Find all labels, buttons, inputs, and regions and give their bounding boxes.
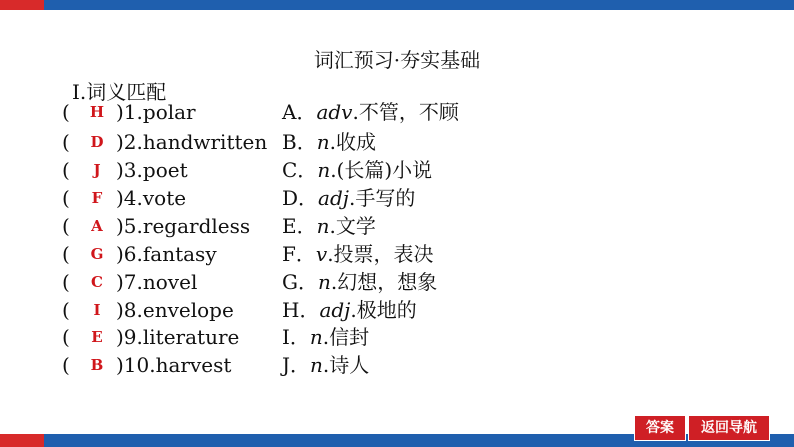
- meaning: .收成: [329, 130, 376, 154]
- part-of-speech: adv: [316, 100, 353, 124]
- meaning: .不管，不顾: [352, 100, 459, 124]
- part-of-speech: adj: [318, 186, 349, 210]
- section-title: Ⅰ.词义匹配: [72, 80, 167, 104]
- answer-letter: B: [90, 356, 104, 374]
- page-title: 词汇预习·夯实基础: [313, 48, 481, 72]
- part-of-speech: v: [315, 242, 328, 266]
- option-letter: I．: [282, 325, 310, 349]
- definition: [282, 353, 369, 377]
- top-bar-accent: [0, 0, 44, 10]
- definition: [282, 214, 376, 238]
- part-of-speech: n: [316, 130, 330, 154]
- open-paren: (: [62, 270, 70, 294]
- back-to-navigation-button[interactable]: 返回导航: [688, 415, 770, 441]
- part-of-speech: n: [310, 353, 323, 377]
- english-word: )3.poet: [116, 158, 188, 182]
- meaning: .诗人: [322, 353, 370, 377]
- answer-letter: J: [93, 161, 101, 179]
- meaning: .幻想，想象: [330, 270, 438, 294]
- answer-button[interactable]: 答案: [634, 415, 686, 441]
- open-paren: (: [62, 186, 70, 210]
- open-paren: (: [62, 325, 70, 349]
- answer-letter: G: [90, 245, 104, 263]
- option-letter: D．: [282, 186, 319, 210]
- open-paren: (: [62, 158, 70, 182]
- top-bar: [0, 0, 794, 10]
- english-word: )8.envelope: [116, 298, 234, 322]
- english-word: )9.literature: [116, 325, 240, 349]
- open-paren: (: [62, 130, 70, 154]
- english-word: )10.harvest: [116, 353, 232, 377]
- part-of-speech: n: [309, 325, 323, 349]
- english-word: )5.regardless: [116, 214, 251, 238]
- option-letter: H．: [282, 298, 320, 322]
- answer-letter: D: [90, 133, 104, 151]
- definition: [282, 186, 415, 210]
- meaning: .文学: [329, 214, 376, 238]
- definition: [282, 325, 369, 349]
- english-word: )2.handwritten: [116, 130, 268, 154]
- answer-letter: A: [91, 217, 103, 235]
- open-paren: (: [62, 100, 70, 124]
- english-word: )1.polar: [116, 100, 196, 124]
- english-word: )6.fantasy: [116, 242, 217, 266]
- open-paren: (: [62, 242, 70, 266]
- option-letter: E．: [282, 214, 317, 238]
- english-word: )4.vote: [116, 186, 187, 210]
- definition: [282, 298, 417, 322]
- bottom-bar-accent: [0, 434, 44, 447]
- answer-letter: E: [91, 328, 103, 346]
- english-word: )7.novel: [116, 270, 198, 294]
- answer-letter: H: [89, 103, 105, 121]
- answer-letter: I: [93, 301, 101, 319]
- part-of-speech: adj: [319, 298, 351, 322]
- option-letter: J．: [282, 353, 311, 377]
- part-of-speech: n: [317, 158, 331, 182]
- open-paren: (: [62, 214, 70, 238]
- definition: [282, 158, 432, 182]
- open-paren: (: [62, 353, 70, 377]
- option-letter: A．: [282, 100, 317, 124]
- definition: [282, 270, 437, 294]
- definition: [282, 100, 459, 124]
- option-letter: C．: [282, 158, 318, 182]
- definition: [282, 242, 434, 266]
- meaning: .极地的: [350, 298, 417, 322]
- open-paren: (: [62, 298, 70, 322]
- option-letter: G．: [282, 270, 318, 294]
- meaning: .(长篇)小说: [330, 158, 433, 182]
- part-of-speech: n: [316, 214, 330, 238]
- part-of-speech: n: [317, 270, 331, 294]
- meaning: .信封: [322, 325, 370, 349]
- definition: [282, 130, 376, 154]
- meaning: .手写的: [348, 186, 416, 210]
- option-letter: F．: [282, 242, 316, 266]
- answer-letter: C: [91, 273, 103, 291]
- answer-letter: F: [91, 189, 103, 207]
- option-letter: B．: [282, 130, 317, 154]
- meaning: .投票，表决: [327, 242, 434, 266]
